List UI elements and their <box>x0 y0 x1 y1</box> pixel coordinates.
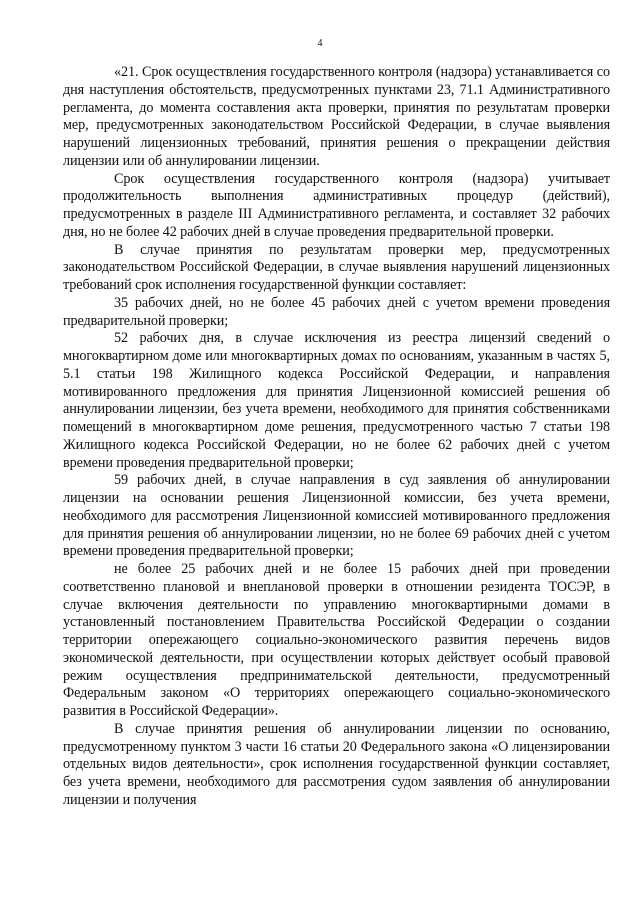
paragraph-control-duration: Срок осуществления государственного контроля (надзора) учитывает продолжительность выполнения административных процедур (действий), предусмотренных в разделе III Административного регламента, и составляет 32 рабочих дня, но не более 42 рабочих дней в случае проведения предварительной проверки. <box>63 170 610 240</box>
paragraph-35-days: 35 рабочих дней, но не более 45 рабочих дней с учетом времени проведения предварительной проверки; <box>63 294 610 329</box>
paragraph-license-cancellation: В случае принятия решения об аннулировании лицензии по основанию, предусмотренному пунктом 3 части 16 статьи 20 Федерального закона «О лицензировании отдельных видов деятельности», срок исполнения государственной функции составляет, без учета времени, необходимого для рассмотрения судом заявления об аннулировании лицензии и получения <box>63 720 610 808</box>
document-body <box>63 64 610 810</box>
paragraph-inspection-term: «21. Срок осуществления государственного контроля (надзора) устанавливается со дня наступления обстоятельств, предусмотренных пунктами 23, 71.1 Административного регламента, до момента составления акта проверки, принятия по результатам проверки мер, предусмотренных законодательством Российской Федерации, в случае выявления нарушений лицензионных требований, принятия решения о прекращении действия лицензии или об аннулировании лицензии. <box>63 64 610 169</box>
paragraph-52-days: 52 рабочих дня, в случае исключения из реестра лицензий сведений о многоквартирном доме или многоквартирных домах по основаниям, указанным в частях 5, 5.1 статьи 198 Жилищного кодекса Российской Федерации, и направления мотивированного предложения для принятия Лицензионной комиссией решения об аннулировании лицензии, без учета времени, необходимого для принятия собственниками помещений в многоквартирном доме решения, предусмотренного частью 7 статьи 198 Жилищного кодекса Российской Федерации, но не более 62 рабочих дней с учетом времени проведения предварительной проверки; <box>63 330 610 471</box>
paragraph-tosor-resident: не более 25 рабочих дней и не более 15 рабочих дней при проведении соответственно плановой и внеплановой проверки в отношении резидента ТОСЭР, в случае включения деятельности по управлению многоквартирными домами в установленный постановлением Правительства Российской Федерации о создании территории опережающего социально-экономического развития перечень видов экономической деятельности, при осуществлении которых действует особый правовой режим осуществления предпринимательской деятельности, предусмотренный Федеральным законом «О территориях опережающего социально-экономического развития в Российской Федерации». <box>63 561 610 719</box>
paragraph-59-days: 59 рабочих дней, в случае направления в суд заявления об аннулировании лицензии на основании решения Лицензионной комиссии, без учета времени, необходимого для рассмотрения Лицензионной комиссией мотивированного предложения для принятия решения об аннулировании лицензии, но не более 69 рабочих дней с учетом времени проведения предварительной проверки; <box>63 472 610 560</box>
paragraph-measures-term-intro: В случае принятия по результатам проверки мер, предусмотренных законодательством Российской Федерации, в случае выявления нарушений лицензионных требований срок исполнения государственной функции составляет: <box>63 241 610 293</box>
page-number: 4 <box>317 38 323 49</box>
